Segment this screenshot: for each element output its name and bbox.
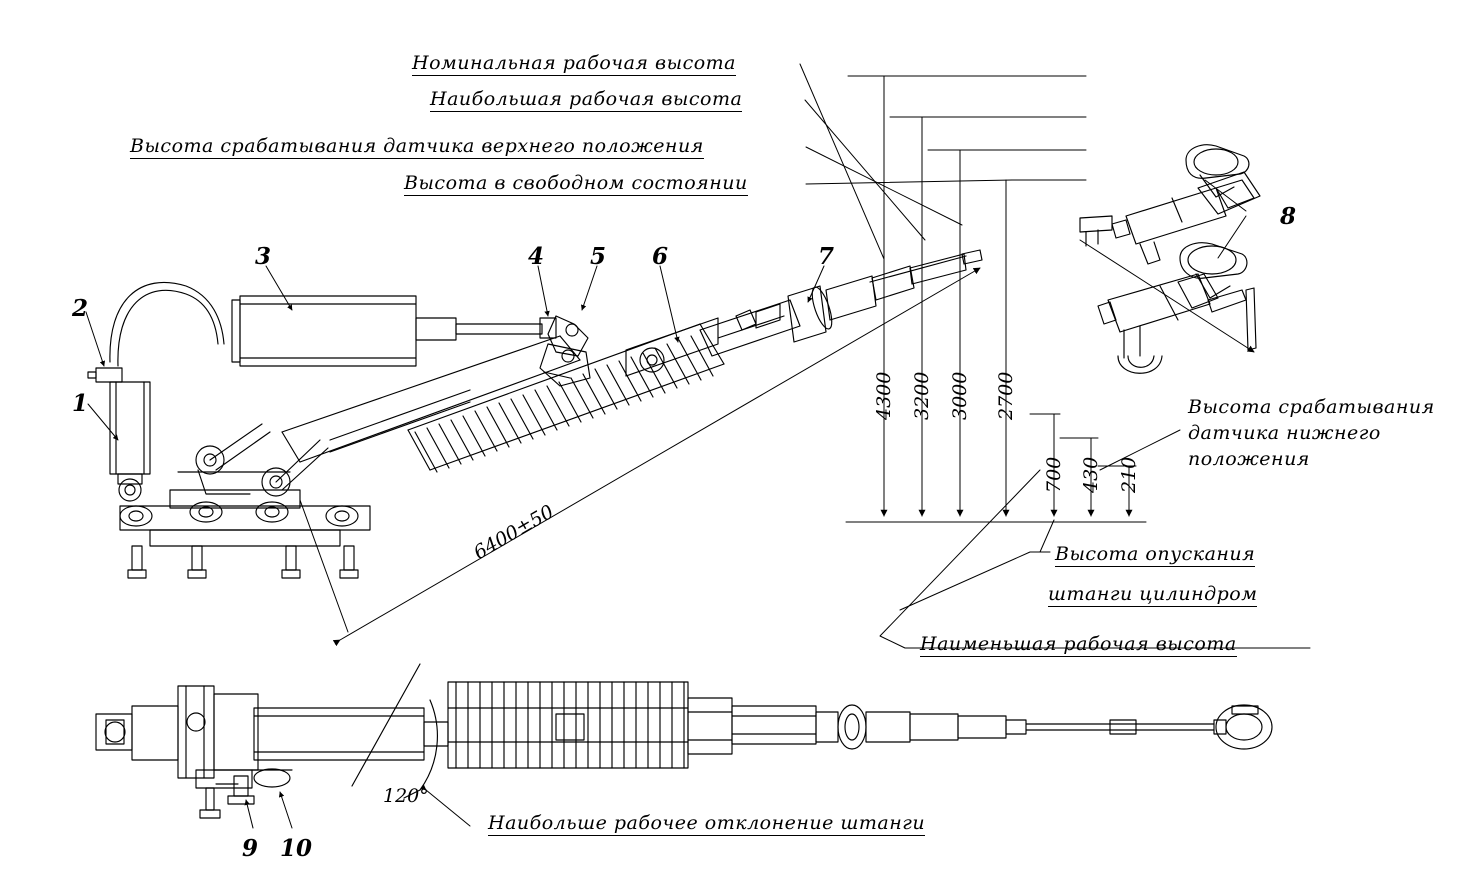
dimension-210: 210 bbox=[1118, 456, 1140, 493]
leader-lines-top bbox=[800, 64, 1012, 259]
dimension-deflection-angle: 120° bbox=[383, 785, 429, 807]
item-number-9: 9 bbox=[242, 835, 259, 862]
height-dimension-lines bbox=[846, 76, 1146, 522]
item-number-2: 2 bbox=[72, 295, 89, 322]
label-max-rod-deflection: Наибольше рабочее отклонение штанги bbox=[488, 812, 926, 834]
dimension-3200: 3200 bbox=[911, 371, 933, 420]
bellows bbox=[408, 324, 724, 472]
plan-view-assembly bbox=[96, 664, 1272, 826]
item-leader-lines bbox=[86, 266, 824, 828]
dimension-4300: 4300 bbox=[873, 371, 895, 420]
label-lower-sensor-trigger-height-line1: Высота срабатывания bbox=[1188, 396, 1435, 418]
item-number-10: 10 bbox=[280, 835, 313, 862]
label-nominal-working-height: Номинальная рабочая высота bbox=[412, 52, 736, 74]
dimension-2700: 2700 bbox=[995, 371, 1017, 420]
label-free-state-height: Высота в свободном состоянии bbox=[404, 172, 748, 194]
item-number-5: 5 bbox=[590, 243, 607, 270]
item-number-7: 7 bbox=[818, 243, 835, 270]
dimension-430: 430 bbox=[1080, 456, 1102, 493]
item-number-3: 3 bbox=[255, 243, 272, 270]
item-number-8: 8 bbox=[1280, 203, 1297, 230]
label-max-working-height: Наибольшая рабочая высота bbox=[430, 88, 743, 110]
item-number-1: 1 bbox=[72, 390, 89, 417]
item-number-6: 6 bbox=[652, 243, 669, 270]
label-lower-sensor-trigger-height-line3: положения bbox=[1188, 448, 1310, 470]
label-lower-sensor-trigger-height-line2: датчика нижнего bbox=[1188, 422, 1381, 444]
dimension-700: 700 bbox=[1043, 456, 1065, 493]
label-upper-sensor-trigger-height: Высота срабатывания датчика верхнего положения bbox=[130, 135, 704, 157]
label-rod-lowering-height-line2: штанги цилиндром bbox=[1048, 583, 1258, 605]
item-number-4: 4 bbox=[528, 243, 545, 270]
label-min-working-height: Наименьшая рабочая высота bbox=[920, 633, 1237, 655]
dimension-3000: 3000 bbox=[949, 371, 971, 420]
dimension-overall-length: 6400±50 bbox=[470, 500, 558, 565]
overall-length-dimension bbox=[300, 268, 980, 640]
label-rod-lowering-height-line1: Высота опускания bbox=[1055, 543, 1256, 565]
detail-view-item-8 bbox=[1080, 145, 1260, 373]
